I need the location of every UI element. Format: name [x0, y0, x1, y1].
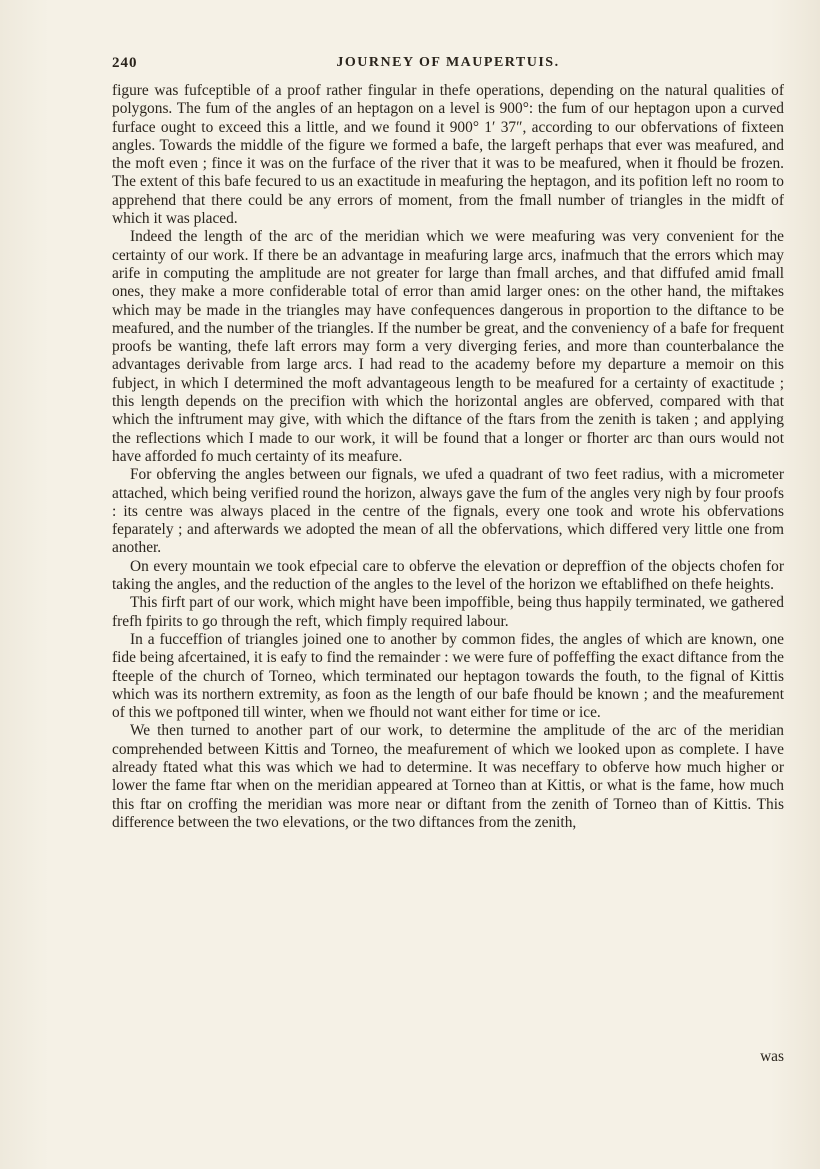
- paragraph: In a fucceffion of triangles joined one to another by common fides, the angles of which are known, one fide being afcertained, it is eafy to find the remainder : we were fure of poffeffing the exact diftance from the fteeple of the church of Torneo, which terminated our heptagon towards the fouth, to the fignal of Kittis which was its northern extremity, as foon as the length of our bafe fhould be known ; and the meafurement of this we poftponed till winter, when we fhould not want either for time or ice.: [112, 630, 784, 722]
- page-header: [112, 55, 784, 77]
- paragraph: Indeed the length of the arc of the meridian which we were meafuring was very convenient for the certainty of our work. If there be an advantage in meafuring large arcs, inafmuch that the errors which may arife in computing the amplitude are not greater for large than fmall arches, and that diffufed amid fmall ones, they make a more confiderable total of error than amid larger ones: on the other hand, the miftakes which may be made in the triangles may have confequences dangerous in proportion to the diftance to be meafured, and the number of the triangles. If the number be great, and the conveniency of a bafe for frequent proofs be wanting, thefe laft errors may form a very diverging feries, and more than counterbalance the advantages derivable from large arcs. I had read to the academy before my departure a memoir on this fubject, in which I determined the moft advantageous length to be meafured for a certainty of exactitude ; this length depends on the precifion with which the horizontal angles are obferved, compared with that which the inftrument may give, with which the diftance of the ftars from the zenith is taken ; and applying the reflections which I made to our work, it will be found that a longer or fhorter arc than ours would not have afforded fo much certainty of its meafure.: [112, 228, 784, 465]
- paragraph: For obferving the angles between our fignals, we ufed a quadrant of two feet radius, with a micrometer attached, which being verified round the horizon, always gave the fum of the angles very nigh by four proofs : its centre was always placed in the centre of the fignals, every one took and wrote his obfervations feparately ; and afterwards we adopted the mean of all the obfervations, which differed very little one from another.: [112, 466, 784, 557]
- catchword: was: [760, 1048, 784, 1065]
- running-head: JOURNEY OF MAUPERTUIS.: [336, 55, 560, 70]
- page-number: 240: [112, 55, 138, 71]
- paragraph: On every mountain we took efpecial care to obferve the elevation or depreffion of the objects chofen for taking the angles, and the reduction of the angles to the level of the horizon we eftablifhed on thefe heights.: [112, 557, 784, 594]
- body-text: [112, 82, 784, 832]
- paragraph: figure was fufceptible of a proof rather fingular in thefe operations, depending on the natural qualities of polygons. The fum of the angles of an heptagon on a level is 900°: the fum of our heptagon upon a curved furface ought to exceed this a little, and we found it 900° 1′ 37″, according to our obfervations of fixteen angles. Towards the middle of the figure we formed a bafe, the largeft perhaps that ever was meafured, and the moft even ; fince it was on the furface of the river that it was to be meafured, when it fhould be frozen. The extent of this bafe fecured to us an exactitude in meafuring the heptagon, and its pofition left no room to apprehend that there could be any errors of moment, from the fmall number of triangles in the midft of which it was placed.: [112, 82, 784, 228]
- paragraph: This firft part of our work, which might have been impoffible, being thus happily terminated, we gathered frefh fpirits to go through the reft, which fimply required labour.: [112, 594, 784, 630]
- paragraph: We then turned to another part of our work, to determine the amplitude of the arc of the meridian comprehended between Kittis and Torneo, the meafurement of which we looked upon as complete. I have already ftated what this was which we had to determine. It was neceffary to obferve how much higher or lower the fame ftar when on the meridian appeared at Torneo than at Kittis, or what is the fame, how much this ftar on croffing the meridian was more near or diftant from the zenith of Torneo than of Kittis. This difference between the two elevations, or the two diftances from the zenith,: [112, 722, 784, 831]
